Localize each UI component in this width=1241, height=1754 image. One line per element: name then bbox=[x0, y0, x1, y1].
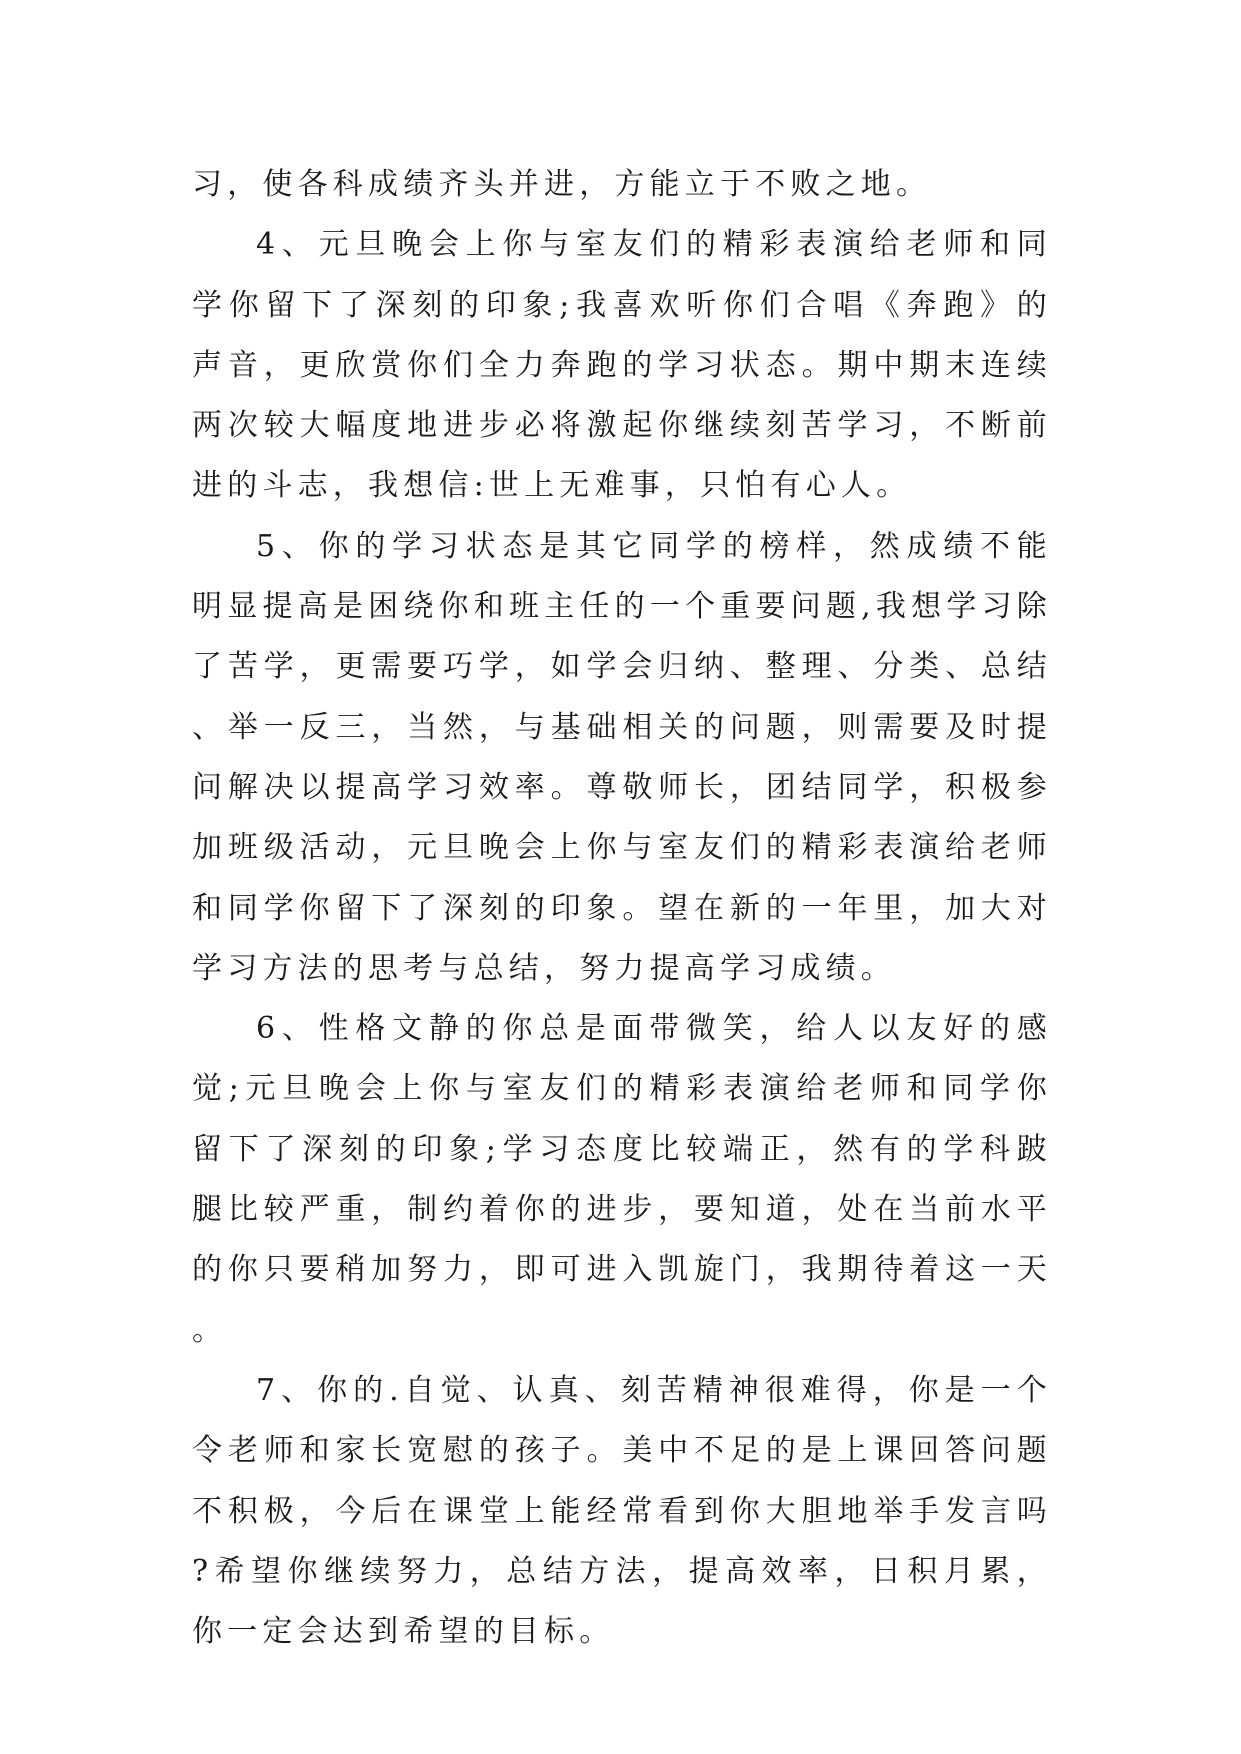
paragraph-comment-4: 4、元旦晚会上你与室友们的精彩表演给老师和同学你留下了深刻的印象;我喜欢听你们合唱《奔跑》的声音，更欣赏你们全力奔跑的学习状态。期中期末连续两次较大幅度地进步必将激起你继续刻苦学习，不断前进的斗志，我想信:世上无难事，只怕有心人。 bbox=[192, 227, 1052, 504]
paragraph-comment-6: 6、性格文静的你总是面带微笑，给人以友好的感觉;元旦晚会上你与室友们的精彩表演给老师和同学你留下了深刻的印象;学习态度比较端正，然有的学科跛腿比较严重，制约着你的进步，要知道，处在当前水平的你只要稍加努力，即可进入凯旋门，我期待着这一天。 bbox=[192, 1011, 1052, 1348]
paragraph-comment-7: 7、你的.自觉、认真、刻苦精神很难得，你是一个令老师和家长宽慰的孩子。美中不足的是上课回答问题不积极，今后在课堂上能经常看到你大胆地举手发言吗?希望你继续努力，总结方法，提高效率，日积月累，你一定会达到希望的目标。 bbox=[192, 1372, 1052, 1650]
paragraph-comment-5: 5、你的学习状态是其它同学的榜样，然成绩不能明显提高是困绕你和班主任的一个重要问题,我想学习除了苦学，更需要巧学，如学会归纳、整理、分类、总结、举一反三，当然，与基础相关的问题，则需要及时提问解决以提高学习效率。尊敬师长，团结同学，积极参加班级活动，元旦晚会上你与室友们的精彩表演给老师和同学你留下了深刻的印象。望在新的一年里，加大对学习方法的思考与总结，努力提高学习成绩。 bbox=[192, 528, 1052, 986]
document-body bbox=[192, 155, 1052, 1662]
paragraph-continuation: 习，使各科成绩齐头并进，方能立于不败之地。 bbox=[192, 167, 932, 202]
